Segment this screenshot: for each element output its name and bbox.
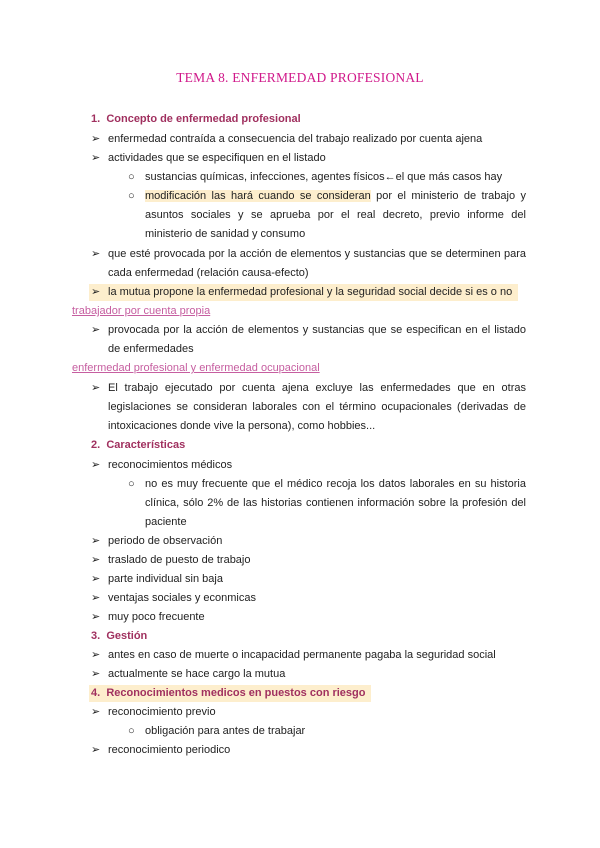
sub-list-item: sustancias químicas, infecciones, agentes físicos←el que más casos hay	[145, 171, 503, 183]
list-item: periodo de observación	[108, 535, 223, 547]
list-item: reconocimiento periodico	[108, 744, 231, 756]
arrow-bullet-icon: ➢	[91, 324, 101, 336]
section-number: 1.	[91, 113, 101, 125]
subheading-link[interactable]: trabajador por cuenta propia	[72, 305, 211, 317]
list-item: actualmente se hace cargo la mutua	[108, 668, 286, 680]
sub-list-item: no es muy frecuente que el médico recoja los datos laborales en su historia	[145, 478, 526, 490]
section-label: Características	[106, 439, 186, 451]
sub-list-item: obligación para antes de trabajar	[145, 725, 306, 737]
section-number: 2.	[91, 439, 101, 451]
circle-bullet-icon: ○	[128, 171, 135, 183]
arrow-bullet-icon: ➢	[91, 459, 101, 471]
section-number: 3.	[91, 630, 101, 642]
arrow-bullet-icon: ➢	[91, 382, 101, 394]
arrow-bullet-icon: ➢	[91, 668, 101, 680]
list-item: parte individual sin baja	[108, 573, 223, 585]
list-item: la mutua propone la enfermedad profesional y la seguridad social decide si es o no	[108, 286, 513, 298]
list-item: El trabajo ejecutado por cuenta ajena excluye las enfermedades que en otras	[108, 382, 526, 394]
arrow-bullet-icon: ➢	[91, 535, 101, 547]
section-label: Concepto de enfermedad profesional	[106, 113, 301, 125]
list-item: enfermedad contraída a consecuencia del trabajo realizado por cuenta ajena	[108, 133, 483, 145]
subheading-link[interactable]: enfermedad profesional y enfermedad ocupacional	[72, 362, 320, 374]
list-item: muy poco frecuente	[108, 611, 205, 623]
arrow-bullet-icon: ➢	[91, 611, 101, 623]
sub-list-item-line: ministerio de sanidad y consumo	[145, 228, 306, 240]
section-label: Reconocimientos medicos en puestos con riesgo	[106, 687, 366, 699]
list-item: que esté provocada por la acción de elementos y sustancias que se determinen para	[108, 248, 526, 260]
list-item: provocada por la acción de elementos y sustancias que se especifican en el listado	[108, 324, 526, 336]
arrow-bullet-icon: ➢	[91, 248, 101, 260]
section-number: 4.	[91, 687, 101, 699]
list-item-line: de enfermedades	[108, 343, 194, 355]
section-3-heading	[91, 628, 147, 644]
list-item: antes en caso de muerte o incapacidad permanente pagaba la seguridad social	[108, 649, 496, 661]
sub-list-item-line: clínica, sólo 2% de las historias contienen información sobre la profesión del	[145, 497, 526, 509]
arrow-bullet-icon: ➢	[91, 133, 101, 145]
sub-list-item-line: paciente	[145, 516, 187, 528]
list-item-line: legislaciones se consideran laborales con el término ocupacionales (derivadas de	[108, 401, 526, 413]
section-4-heading	[91, 685, 365, 701]
arrow-bullet-icon: ➢	[91, 573, 101, 585]
text-span: por el ministerio de trabajo y	[370, 190, 526, 202]
sub-list-item	[145, 188, 526, 204]
sub-list-item-line: asuntos sociales y se aprueba por el real decreto, previo informe del	[145, 209, 526, 221]
arrow-bullet-icon: ➢	[91, 152, 101, 164]
circle-bullet-icon: ○	[128, 190, 135, 202]
list-item: actividades que se especifiquen en el listado	[108, 152, 326, 164]
highlighted-text: modificación las hará cuando se consideran	[145, 190, 371, 202]
section-2-heading	[91, 437, 185, 453]
circle-bullet-icon: ○	[128, 725, 135, 737]
arrow-bullet-icon: ➢	[91, 706, 101, 718]
section-1-heading	[91, 111, 301, 127]
circle-bullet-icon: ○	[128, 478, 135, 490]
arrow-bullet-icon: ➢	[91, 554, 101, 566]
arrow-bullet-icon: ➢	[91, 744, 101, 756]
page-title: TEMA 8. ENFERMEDAD PROFESIONAL	[176, 70, 424, 85]
arrow-bullet-icon: ➢	[91, 286, 101, 298]
arrow-bullet-icon: ➢	[91, 649, 101, 661]
arrow-bullet-icon: ➢	[91, 592, 101, 604]
section-label: Gestión	[106, 630, 148, 642]
list-item-line: cada enfermedad (relación causa-efecto)	[108, 267, 309, 279]
list-item: reconocimiento previo	[108, 706, 216, 718]
list-item-line: intoxicaciones donde vive la persona), como hobbies...	[108, 420, 376, 432]
list-item: reconocimientos médicos	[108, 459, 233, 471]
list-item: traslado de puesto de trabajo	[108, 554, 251, 566]
list-item: ventajas sociales y econmicas	[108, 592, 256, 604]
